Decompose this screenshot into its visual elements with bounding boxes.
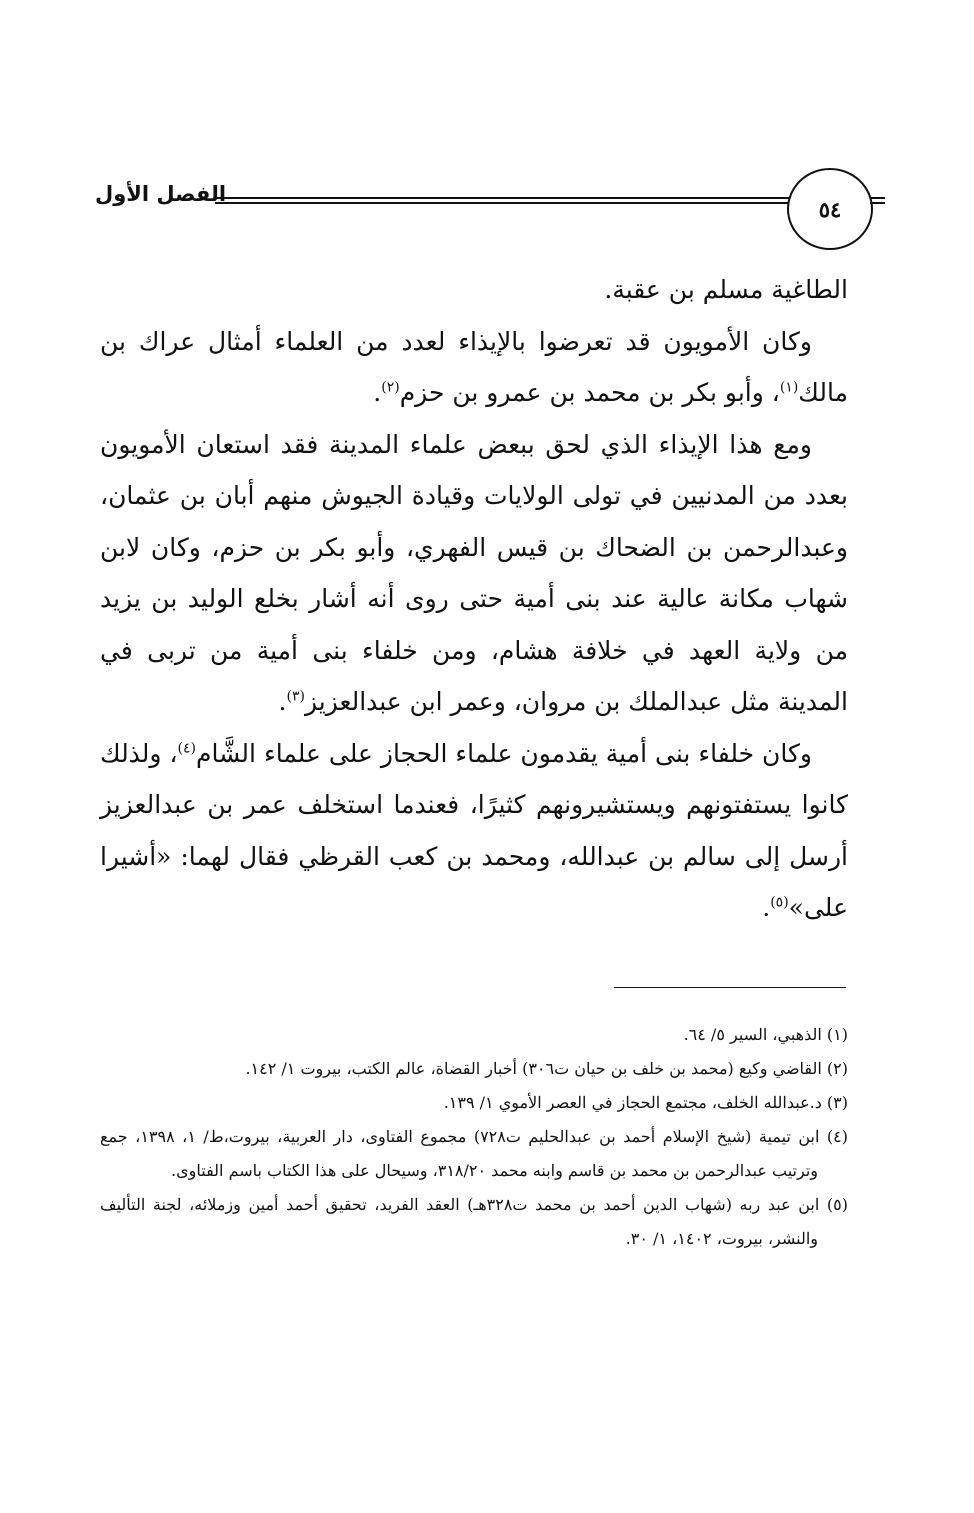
paragraph-text: ، وأبو بكر بن محمد بن عمرو بن حزم — [399, 378, 780, 407]
footnote-ref-5[interactable]: (٥) — [770, 894, 789, 911]
paragraph-text: . — [373, 378, 382, 407]
paragraph-text: ، ولذلك كانوا يستفتونهم ويستشيرونهم كثيرًا، فعندما استخلف عمر بن عبدالعزيز أرسل إلى سالم بن عبدالله، ومحمد بن كعب القرظي فقال لهما: «أشيرا على» — [100, 738, 848, 922]
paragraph-text: وكان خلفاء بنى أمية يقدمون علماء الحجاز على علماء الشَّام — [196, 738, 813, 768]
paragraph-text: وكان الأمويون قد تعرضوا بالإيذاء لعدد من العلماء أمثال عراك بن مالك — [100, 326, 848, 407]
footnote-ref-1[interactable]: (١) — [779, 379, 799, 396]
footnote-5: (٥) ابن عبد ربه (شهاب الدين أحمد بن محمد ت٣٢٨هـ) العقد الفريد، تحقيق أحمد أمين وزملائه، لجنة التأليف والنشر، بيروت، ١٤٠٢، ١/ ٣٠. — [100, 1195, 849, 1248]
paragraph-text: . — [762, 893, 771, 922]
paragraph-text: ومع هذا الإيذاء الذي لحق ببعض علماء المدينة فقد استعان الأمويون بعدد من المدنيين في تولى الولايات وقيادة الجيوش منهم أبان بن عثمان، وعبدالرحمن بن الضحاك بن قيس الفهري، وأبو بكر بن حزم، وكان لابن شهاب مكانة عالية عند بنى أمية حتى روى أنه أشار بخلع الوليد بن يزيد من ولاية العهد في خلافة هشام، ومن خلفاء بنى أمية من تربى في المدينة مثل عبدالملك بن مروان، وعمر ابن عبدالعزيز — [100, 429, 848, 716]
paragraph-text: الطاغية مسلم بن عقبة. — [604, 275, 848, 304]
main-text — [100, 264, 848, 934]
paragraph-3 — [100, 419, 848, 728]
footnote-2: (٢) القاضي وكيع (محمد بن خلف بن حيان ت٣٠٦) أخبار القضاة، عالم الكتب، بيروت ١/ ١٤٢. — [245, 1059, 848, 1078]
footnotes — [100, 1018, 848, 1256]
footnote-ref-4[interactable]: (٤) — [177, 740, 197, 757]
footnote-ref-2[interactable]: (٢) — [381, 379, 400, 396]
header-rule — [215, 197, 795, 204]
footnote-3: (٣) د.عبدالله الخلف، مجتمع الحجاز في العصر الأموي ١/ ١٣٩. — [443, 1093, 848, 1112]
paragraph-2 — [100, 316, 848, 419]
page-number-badge — [787, 168, 873, 250]
footnote-separator — [614, 987, 846, 988]
page-header — [95, 168, 885, 248]
paragraph-1 — [100, 264, 848, 316]
header-rule-end — [870, 197, 885, 204]
footnote-4: (٤) ابن تيمية (شيخ الإسلام أحمد بن عبدالحليم ت٧٢٨) مجموع الفتاوى، دار العربية، بيروت،ط/ ١، ١٣٩٨، جمع وترتيب عبدالرحمن بن محمد بن قاسم وابنه محمد ٣١٨/٢٠، وسيحال على هذا الكتاب باسم الفتاوى. — [100, 1127, 848, 1180]
footnote-ref-3[interactable]: (٣) — [286, 688, 305, 705]
chapter-title: الفصل الأول — [95, 182, 227, 206]
paragraph-text: . — [278, 687, 287, 716]
footnote-1: (١) الذهبي، السير ٥/ ٦٤. — [683, 1025, 848, 1044]
paragraph-4 — [100, 728, 848, 934]
page-number: ٥٤ — [818, 196, 842, 222]
